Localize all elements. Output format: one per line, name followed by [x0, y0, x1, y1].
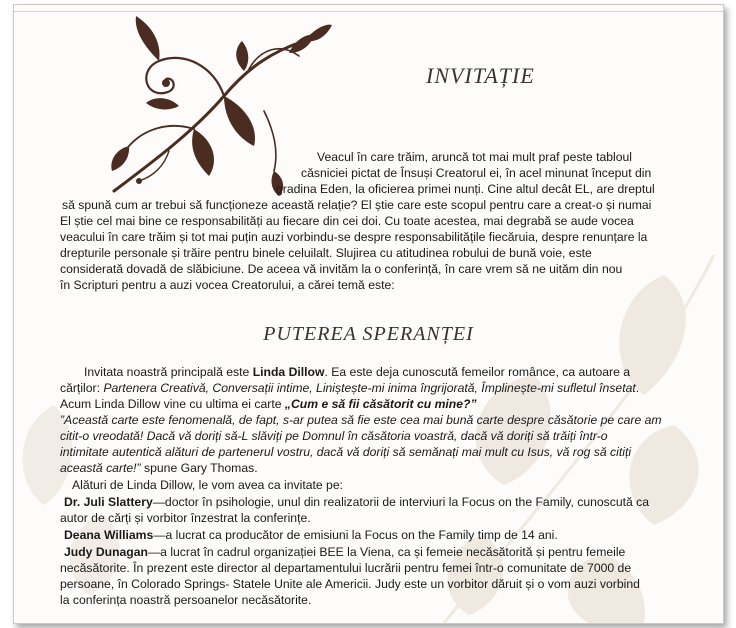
guest-line-3 — [60, 397, 477, 412]
speaker-line — [64, 495, 649, 510]
speaker-line: necăsătorite. În prezent este director al departamentului lucrării pentru femei într-o comunitate de 7000 de — [60, 561, 632, 575]
speaker-line: persoane, în Colorado Springs- Statele Unite ale Americii. Judy este un vorbitor dăruit și o vom auzi vorbind — [60, 577, 640, 591]
guest-text: cărților: — [60, 381, 104, 395]
quote-end: această carte!” — [60, 461, 141, 475]
quote-line-1: ”Această carte este fenomenală, de fapt, s-ar putea să fie este cea mai bună carte despre căsătorie pe care am — [60, 413, 662, 427]
intro-line-1: Veacul în care trăim, aruncă tot mai mult praf peste tabloul — [317, 150, 632, 164]
quote-line-4 — [60, 461, 258, 476]
intro-line-6: veacului în care trăim și tot mai puțin auzi vorbindu-se despre responsabilitățile fiecăruia, despre renunțare la — [60, 230, 648, 244]
quote-line-2: citit-o vreodată! Dacă vă doriți să-L slăviți pe Domnul în căsătoria voastră, dacă vă doriți să trăiți într-o — [60, 429, 608, 443]
speaker-line — [64, 545, 625, 560]
speaker-name: Dr. Juli Slattery — [64, 495, 153, 509]
quote-author: spune Gary Thomas. — [140, 461, 258, 475]
intro-line-9: în Scripturi pentru a auzi vocea Creatorului, a cărei temă este: — [60, 278, 395, 292]
intro-line-3: gradina Eden, la oficierea primei nunți. Cine altul decât EL, are dreptul — [276, 182, 655, 196]
intro-line-8: considerată dovadă de slăbiciune. De aceea vă invităm la o conferință, în care vrem să ne uităm din nou — [60, 262, 623, 276]
intro-line-4: să spună cum ar trebui să funcționeze această relație? El știe care este scopul pentru care a creat-o și numai — [62, 198, 652, 212]
speaker-line: autor de cărți și vorbitor înzestrat la conferințe. — [60, 511, 311, 525]
speaker-name: Deana Williams — [64, 528, 154, 542]
speaker-line: la conferința noastră persoanelor necăsătorite. — [60, 593, 312, 607]
invitation-page — [13, 4, 724, 624]
swirl-ornament — [74, 11, 334, 199]
guest-line-1 — [84, 365, 630, 380]
intro-line-2: căsniciei pictat de Însuși Creatorul ei, în acel minunat început din — [301, 166, 652, 180]
guest-text: . Ea este deja cunoscută femeilor românce, ca autoare a — [324, 365, 631, 379]
guest-text: Invitata noastră principală este — [84, 365, 253, 379]
intro-line-7: drepturile personale și trăire pentru binele celuilalt. Slujirea cu atitudinea robului de bună voie, este — [60, 246, 592, 260]
speaker-line — [64, 528, 558, 543]
speaker-text: —doctor în psihologie, unul din realizatorii de interviuri la Focus on the Family, cunoscută ca — [152, 495, 650, 509]
speaker-name: Judy Dunagan — [64, 545, 148, 559]
guest-text: Acum Linda Dillow vine cu ultima ei carte — [60, 397, 285, 411]
intro-line-5: El știe cel mai bine ce responsabilități au fiecare din cei doi. Cu toate acestea, mai degrabă se aude vocea — [60, 214, 634, 228]
speaker-text: —a lucrat ca producător de emisiuni la Focus on the Family timp de 14 ani. — [153, 528, 558, 542]
speaker-text: —a lucrat în cadrul organizației BEE la Viena, ca și femeie necăsătorită și pentru femeile — [147, 545, 626, 559]
book-titles: Partenera Creativă, Conversații intime, Liniștește-mi inima îngrijorată, Împlinește-mi sufletul însetat — [103, 381, 636, 395]
invitation-title: INVITAȚIE — [426, 63, 535, 88]
latest-book-title: „Cum e să fii căsătorit cu mine?” — [284, 397, 477, 411]
guest-line-2 — [60, 381, 639, 396]
guest-name: Linda Dillow — [252, 365, 325, 379]
others-intro: Alături de Linda Dillow, le vom avea ca invitate pe: — [72, 478, 343, 492]
conference-theme: PUTEREA SPERANȚEI — [263, 323, 474, 345]
quote-line-3: intimitate autentică alături de partenerul vostru, dacă vă doriți să semănați mai mult cu Isus, vă rog să citiți — [60, 445, 632, 459]
guest-text: . — [635, 381, 640, 395]
